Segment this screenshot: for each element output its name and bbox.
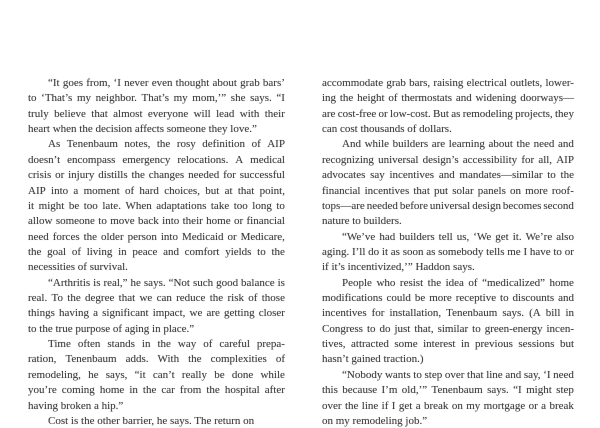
text-line: incentives for installation, Tenenbaum says. (A bill in <box>322 307 574 320</box>
text-line: necessities of survival. <box>28 261 128 274</box>
text-line: Time often stands in the way of careful prepa- <box>48 338 285 351</box>
text-line: on my remodeling job.” <box>322 414 428 427</box>
text-line: AIP into a moment of hard choices, but at that point, <box>28 184 285 197</box>
text-line: accommodate grab bars, raising electrical outlets, lower- <box>322 77 574 89</box>
text-line: tops—are needed before universal design becomes second <box>322 199 574 212</box>
text-line: tives, attracted some interest in previous sessions but <box>322 338 574 351</box>
text-line: “Nobody wants to step over that line and say, ‘I need <box>342 368 574 381</box>
text-line: crisis or injury distills the changes needed for successful <box>28 169 285 182</box>
text-line: need forces the older person into Medicaid or Medicare, <box>28 230 285 243</box>
text-line: heart when the decision affects someone they love.” <box>28 123 257 136</box>
text-line: recognizing universal design’s accessibility for all, AIP <box>322 153 574 166</box>
text-line: “Arthritis is real,” he says. “Not such good balance is <box>48 276 285 289</box>
text-line: As Tenenbaum notes, the rosy definition of AIP <box>48 138 285 151</box>
text-line: hasn’t gained traction.) <box>322 353 424 366</box>
text-line: over the line if I get a break on my mortgage or a break <box>322 399 574 412</box>
text-line: And while builders are learning about the need and <box>342 138 574 151</box>
text-line: remodeling, he says, “it can’t really be done while <box>28 368 285 381</box>
text-line: advocates say incentives and mandates—similar to the <box>322 169 574 182</box>
text-line: Congress to do just that, similar to green-energy incen- <box>322 322 574 335</box>
text-line: to ‘That’s my neighbor. That’s my mom,’” she says. “I <box>28 92 285 105</box>
right-text-column <box>322 76 574 428</box>
text-line: are cost-free or low-cost. But as remodeling projects, they <box>322 107 574 120</box>
text-line: this because I’m old,’” Tenenbaum says. “I might step <box>322 384 574 397</box>
text-line: truly believe that almost everyone will lead with their <box>28 107 285 120</box>
text-line: can cost thousands of dollars. <box>322 123 452 136</box>
text-line: if it’s incentivized,’” Haddon says. <box>322 261 475 274</box>
text-line: allow someone to move back into their home or financial <box>28 215 285 228</box>
text-line: it might be too late. When adaptations take too long to <box>28 199 285 212</box>
left-text-column <box>28 76 285 428</box>
text-line: financial incentives that put solar panels on more roof- <box>322 184 574 197</box>
text-line: to the true purpose of aging in place.” <box>28 322 195 335</box>
text-line: ing the height of thermostats and widening doorways— <box>322 92 574 105</box>
text-line: things having a significant impact, we are getting closer <box>28 307 285 320</box>
text-line: “We’ve had builders tell us, ‘We get it. We’re also <box>342 230 574 243</box>
text-line: you’re coming home in the car from the hospital after <box>28 384 285 397</box>
text-line: doesn’t encompass emergency relocations. A medical <box>28 153 285 166</box>
text-line: Cost is the other barrier, he says. The return on <box>48 414 255 427</box>
text-line: having broken a hip.” <box>28 399 124 412</box>
text-line: ration, Tenenbaum adds. With the complexities of <box>28 353 285 366</box>
text-line: nature to builders. <box>322 215 402 228</box>
text-line: real. To the degree that we can reduce the risk of those <box>28 292 285 305</box>
text-line: “It goes from, ‘I never even thought about grab bars’ <box>48 77 285 89</box>
text-line: People who resist the idea of “medicalized” home <box>342 276 574 289</box>
text-line: the goal of living in peace and comfort yields to the <box>28 245 285 258</box>
text-line: modifications could be more receptive to discounts and <box>322 292 574 305</box>
text-line: aging. I’ll do it as soon as somebody tells me I have to or <box>322 245 574 258</box>
